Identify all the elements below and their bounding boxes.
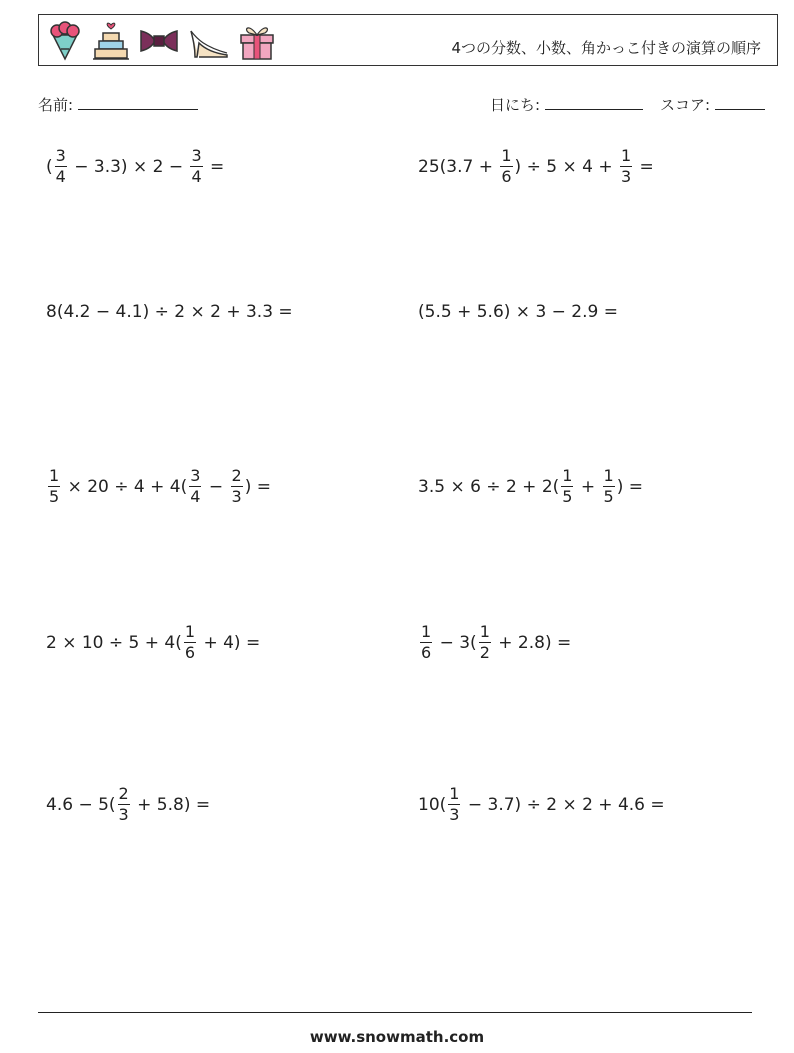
- fraction-denominator: 5: [562, 487, 573, 506]
- fraction-numerator: 1: [603, 466, 614, 485]
- fraction-numerator: 3: [55, 146, 66, 165]
- name-blank[interactable]: [78, 95, 198, 110]
- fraction-numerator: 1: [184, 622, 196, 641]
- header-box: [38, 14, 778, 66]
- expression-text: 25(3.7 +: [418, 156, 499, 177]
- expression-text: 4.6 − 5(: [46, 794, 116, 815]
- date-blank[interactable]: [545, 95, 643, 110]
- high-heel-icon: [187, 19, 231, 63]
- fraction: [561, 468, 573, 505]
- fraction-denominator: 4: [190, 487, 201, 506]
- page-title: 4つの分数、小数、角かっこ付きの演算の順序: [451, 39, 761, 57]
- fraction-denominator: 6: [421, 643, 432, 662]
- fraction-numerator: 1: [449, 784, 460, 803]
- expression-text: − 3.3) × 2 −: [68, 156, 189, 177]
- expression-text: 8(4.2 − 4.1) ÷ 2 × 2 + 3.3 =: [46, 302, 293, 322]
- expression-text: − 3.7) ÷ 2 × 2 + 4.6 =: [462, 794, 665, 815]
- problem-1: [46, 148, 224, 185]
- fraction-numerator: 2: [231, 466, 242, 485]
- fraction-denominator: 6: [501, 167, 512, 186]
- problem-6: [418, 468, 643, 505]
- footer-divider: [38, 1012, 752, 1013]
- fraction-denominator: 3: [118, 805, 129, 824]
- fraction-denominator: 6: [184, 643, 196, 662]
- name-field[interactable]: [38, 94, 198, 115]
- score-field[interactable]: [660, 94, 765, 115]
- date-field[interactable]: [490, 94, 643, 115]
- expression-text: (: [46, 156, 53, 177]
- expression-text: ) ÷ 5 × 4 +: [514, 156, 618, 177]
- date-label: 日にち:: [490, 96, 541, 114]
- fraction: [231, 468, 243, 505]
- expression-text: 2 × 10 ÷ 5 + 4(: [46, 632, 182, 653]
- fraction: [184, 624, 196, 661]
- fraction-numerator: 3: [190, 466, 201, 485]
- score-label: スコア:: [660, 96, 711, 114]
- expression-text: =: [204, 156, 225, 177]
- fraction-numerator: 2: [118, 784, 129, 803]
- expression-text: × 20 ÷ 4 + 4(: [62, 476, 188, 497]
- expression-text: −: [203, 476, 229, 497]
- expression-text: 3.5 × 6 ÷ 2 + 2(: [418, 476, 560, 497]
- fraction-numerator: 1: [501, 146, 512, 165]
- fraction: [55, 148, 67, 185]
- fraction-denominator: 3: [449, 805, 460, 824]
- fraction-denominator: 2: [479, 643, 490, 662]
- fraction-denominator: 5: [603, 487, 614, 506]
- problem-10: [418, 786, 665, 823]
- score-blank[interactable]: [715, 95, 765, 110]
- icon-strip: [45, 19, 277, 63]
- expression-text: +: [575, 476, 601, 497]
- fraction-numerator: 1: [479, 622, 490, 641]
- fraction-denominator: 5: [49, 487, 60, 506]
- fraction-numerator: 1: [562, 466, 573, 485]
- fraction-denominator: 4: [191, 167, 202, 186]
- problem-4: [418, 302, 618, 322]
- fraction-denominator: 3: [231, 487, 242, 506]
- expression-text: 10(: [418, 794, 447, 815]
- fraction-denominator: 3: [620, 167, 632, 186]
- expression-text: ) =: [244, 476, 271, 497]
- problem-2: [418, 148, 654, 185]
- fraction-denominator: 4: [55, 167, 66, 186]
- cake-icon: [91, 19, 131, 63]
- expression-text: + 2.8) =: [492, 632, 572, 653]
- fraction: [603, 468, 615, 505]
- problem-3: [46, 302, 293, 322]
- expression-text: + 4) =: [198, 632, 261, 653]
- expression-text: − 3(: [434, 632, 477, 653]
- fraction: [118, 786, 130, 823]
- fraction: [500, 148, 512, 185]
- gift-icon: [237, 19, 277, 63]
- fraction: [48, 468, 60, 505]
- bouquet-icon: [45, 19, 85, 63]
- bow-tie-icon: [137, 19, 181, 63]
- fraction: [479, 624, 491, 661]
- name-label: 名前:: [38, 96, 74, 114]
- fraction: [190, 148, 202, 185]
- footer-site: www.snowmath.com: [309, 1028, 485, 1046]
- fraction-numerator: 1: [620, 146, 632, 165]
- problem-7: [46, 624, 260, 661]
- expression-text: ) =: [616, 476, 643, 497]
- problem-8: [418, 624, 571, 661]
- fraction: [189, 468, 201, 505]
- problem-9: [46, 786, 210, 823]
- problem-5: [46, 468, 271, 505]
- expression-text: + 5.8) =: [131, 794, 211, 815]
- fraction-numerator: 3: [191, 146, 202, 165]
- fraction: [420, 624, 432, 661]
- expression-text: (5.5 + 5.6) × 3 − 2.9 =: [418, 302, 618, 322]
- fraction: [448, 786, 460, 823]
- expression-text: =: [634, 156, 654, 177]
- fraction: [620, 148, 632, 185]
- fraction-numerator: 1: [421, 622, 432, 641]
- fraction-numerator: 1: [49, 466, 60, 485]
